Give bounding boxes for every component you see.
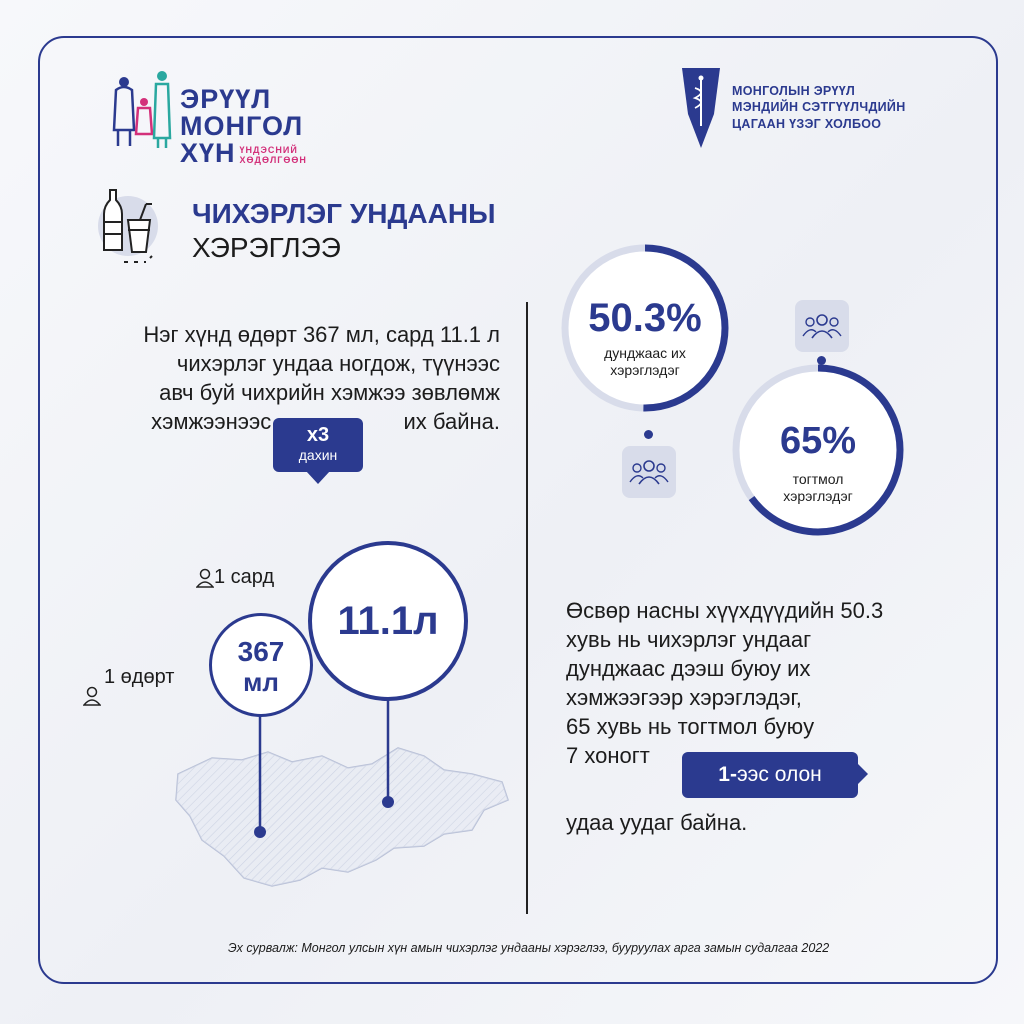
organization-name xyxy=(732,83,906,132)
regular-use-label-1: тогтмол xyxy=(792,471,844,487)
badge-x3-unit: дахин xyxy=(298,447,338,463)
family-icon xyxy=(104,68,178,154)
per-day-circle xyxy=(209,613,313,717)
org-line-1: МОНГОЛЫН ЭРҮҮЛ xyxy=(732,84,856,98)
left-para-line-2: чихэрлэг ундаа ногдож, түүнээс xyxy=(176,351,500,377)
connector-dot xyxy=(644,430,653,439)
org-line-2: МЭНДИЙН СЭТГҮҮЛЧДИЙН xyxy=(732,100,906,115)
regular-use-stat xyxy=(726,420,910,505)
above-average-label-1: дунджаас их xyxy=(604,345,686,361)
source-note: Эх сурвалж: Монгол улсын хүн амын чихэрлэг ундааны хэрэглээ, бууруулах арга замын судалгаа 2022 xyxy=(228,941,830,955)
right-para-line-5: 65 хувь нь тогтмол буюу xyxy=(566,714,815,740)
per-month-circle xyxy=(308,541,468,701)
right-para-line-2: хувь нь чихэрлэг ундааг xyxy=(566,627,812,653)
above-average-label-2: хэрэглэдэг xyxy=(610,361,680,378)
badge-once-rest: ээс олон xyxy=(736,763,822,786)
logo-line-3: ХҮН xyxy=(180,138,236,168)
user-icon xyxy=(83,686,101,706)
logo-line-2: МОНГОЛ xyxy=(180,111,304,141)
above-average-value: 50.3% xyxy=(588,296,702,340)
connector-dot xyxy=(817,356,826,365)
logo-line-3-row xyxy=(180,140,307,167)
above-average-stat xyxy=(555,296,735,379)
right-para-line-4: хэмжээгээр хэрэглэдэг, xyxy=(566,685,802,711)
movement-logo-text xyxy=(180,86,307,167)
per-month-value: 11.1л xyxy=(337,598,439,643)
logo-line-1: ЭРҮҮЛ xyxy=(180,84,272,114)
per-day-unit: мл xyxy=(243,667,279,697)
page-title: ЧИХЭРЛЭГ УНДААНЫ xyxy=(192,198,496,229)
right-paragraph xyxy=(566,596,956,770)
regular-use-label-2: хэрэглэдэг xyxy=(783,487,853,504)
right-para-line-7: удаа уудаг байна. xyxy=(566,810,748,835)
group-icon xyxy=(795,300,849,352)
right-para-line-1: Өсвөр насны хүүхдүүдийн 50.3 xyxy=(566,598,884,623)
right-para-line-3: дунджаас дээш буюу их xyxy=(566,656,811,682)
badge-pointer-icon xyxy=(856,762,868,786)
left-para-line-4: хэмжээнээс их байна. xyxy=(151,409,500,435)
badge-pointer-icon xyxy=(306,471,330,485)
left-para-line-3: авч буй чихрийн хэмжээ зөвлөмж xyxy=(159,380,500,406)
left-para-line-1: Нэг хүнд өдөрт 367 мл, сард 11.1 л xyxy=(143,322,500,347)
user-icon xyxy=(196,568,214,588)
per-day-value: 367 xyxy=(237,636,285,667)
org-line-3: ЦАГААН ҮЗЭГ ХОЛБОО xyxy=(732,116,882,131)
regular-use-value: 65% xyxy=(779,420,857,462)
badge-once-bold: 1- xyxy=(718,763,737,786)
logo-subtitle: ҮНДЭСНИЙ ХӨДӨЛГӨӨН xyxy=(239,145,307,165)
times-three-badge xyxy=(273,418,363,472)
more-than-once-badge xyxy=(682,752,858,798)
group-icon xyxy=(622,446,676,498)
drinks-icon xyxy=(94,184,168,270)
badge-x3-value: x3 xyxy=(306,424,330,446)
column-divider xyxy=(526,302,528,914)
per-month-label: 1 сард xyxy=(214,566,275,588)
pen-nib-icon xyxy=(678,66,724,150)
per-day-label: 1 өдөрт xyxy=(104,666,175,688)
right-para-line-6: 7 хоногт xyxy=(566,743,650,769)
page-subtitle: ХЭРЭГЛЭЭ xyxy=(192,232,341,263)
